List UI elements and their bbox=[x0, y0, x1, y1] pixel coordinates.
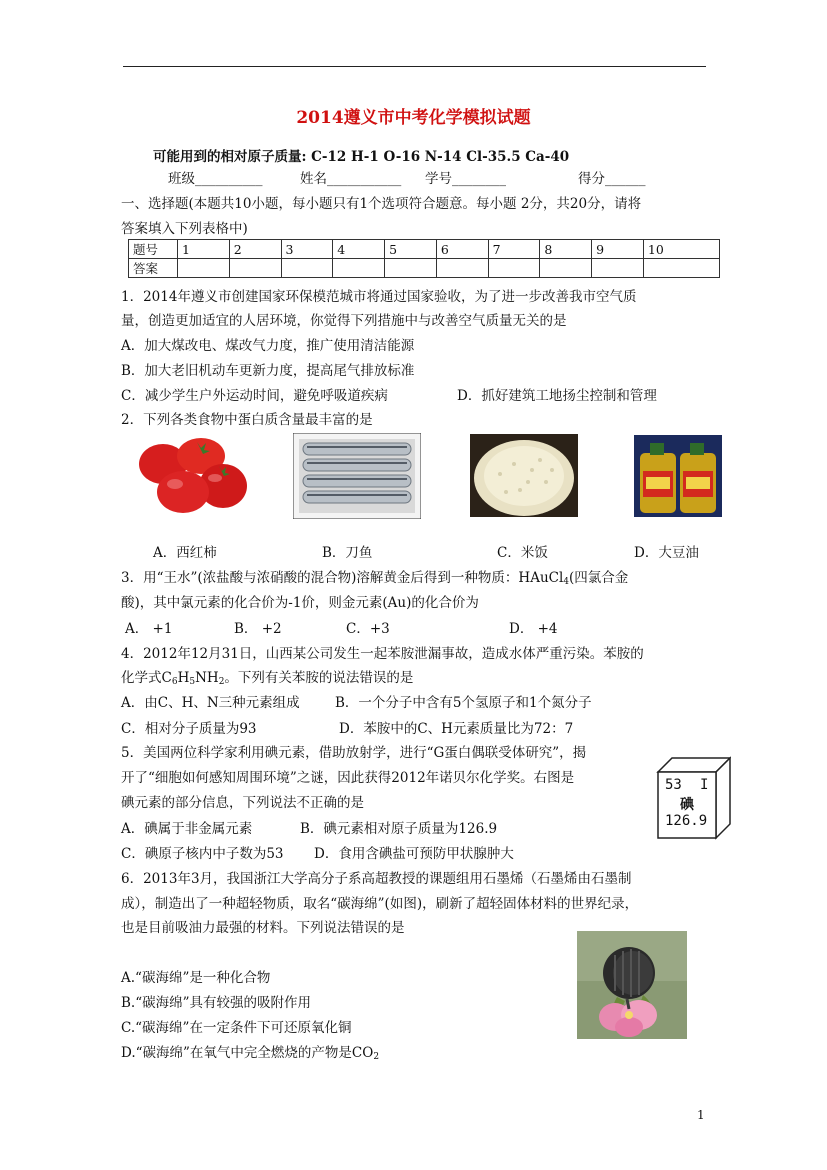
q2-option-a: A．西红柿 bbox=[153, 545, 217, 561]
table-cell: 8 bbox=[540, 240, 592, 259]
element-name: 碘 bbox=[680, 797, 694, 813]
q5-option-a: A．碘属于非金属元素 bbox=[121, 821, 253, 837]
q1-stem-line1: 1．2014年遵义市创建国家环保模范城市将通过国家验收，为了进一步改善我市空气质 bbox=[121, 289, 637, 305]
table-cell: 9 bbox=[592, 240, 644, 259]
answer-cell[interactable] bbox=[592, 259, 644, 278]
q4-stem-line1: 4．2012年12月31日，山西某公司发生一起苯胺泄漏事故，造成水体严重污染。苯胺的 bbox=[121, 646, 644, 662]
q1-stem-line2: 量，创造更加适宜的人居环境，你觉得下列措施中与改善空气质量无关的是 bbox=[121, 313, 567, 329]
table-cell: 10 bbox=[643, 240, 719, 259]
answer-cell[interactable] bbox=[540, 259, 592, 278]
table-row bbox=[129, 240, 720, 259]
q5-option-d: D．食用含碘盐可预防甲状腺肿大 bbox=[314, 846, 514, 862]
answer-cell[interactable] bbox=[178, 259, 230, 278]
q3-option-c: C．+3 bbox=[346, 621, 390, 637]
q6-option-c: C.“碳海绵”在一定条件下可还原氧化铜 bbox=[121, 1020, 352, 1036]
table-row bbox=[129, 259, 720, 278]
q6-option-d: D.“碳海绵”在氧气中完全燃烧的产物是$CO_2$ bbox=[121, 1045, 380, 1062]
q4-option-d: D．苯胺中的C、H元素质量比为72：7 bbox=[339, 721, 574, 737]
q6-option-b: B.“碳海绵”具有较强的吸附作用 bbox=[121, 995, 312, 1011]
q3-stem-line1: 3．用“王水”(浓盐酸与浓硝酸的混合物)溶解黄金后得到一种物质：HAuCl$_4$(四氯合金 bbox=[121, 570, 629, 587]
table-cell: 5 bbox=[385, 240, 437, 259]
rice-image bbox=[470, 434, 578, 517]
name-field: 姓名___________ bbox=[300, 171, 402, 187]
oil-image bbox=[634, 435, 722, 517]
section1-intro-line2: 答案填入下列表格中) bbox=[121, 221, 248, 237]
table-header-cell: 答案 bbox=[129, 259, 178, 278]
atomic-masses: 可能用到的相对原子质量: C-12 H-1 O-16 N-14 Cl-35.5 Ca-40 bbox=[153, 149, 570, 165]
q4-stem-line2: 化学式$C_6H_5NH_2$。下列有关苯胺的说法错误的是 bbox=[121, 670, 414, 687]
q5-stem-line3: 碘元素的部分信息，下列说法不正确的是 bbox=[121, 795, 364, 811]
q5-stem-line1: 5．美国两位科学家利用碘元素，借助放射学，进行“G蛋白偶联受体研究”，揭 bbox=[121, 745, 587, 761]
table-header-cell: 题号 bbox=[129, 240, 178, 259]
page-number: 1 bbox=[697, 1108, 705, 1122]
q4-option-c: C．相对分子质量为93 bbox=[121, 721, 257, 737]
q1-option-d: D．抓好建筑工地扬尘控制和管理 bbox=[457, 388, 657, 404]
answer-cell[interactable] bbox=[229, 259, 281, 278]
q2-option-d: D．大豆油 bbox=[634, 545, 699, 561]
answer-cell[interactable] bbox=[436, 259, 488, 278]
page-title: 2014遵义市中考化学模拟试题 bbox=[296, 108, 531, 128]
q2-option-c: C．米饭 bbox=[497, 545, 548, 561]
q4-option-a: A．由C、H、N三种元素组成 bbox=[121, 695, 300, 711]
element-symbol: I bbox=[700, 777, 709, 793]
table-cell: 3 bbox=[281, 240, 333, 259]
q3-option-d: D． +4 bbox=[509, 621, 558, 637]
class-field: 班级__________ bbox=[168, 171, 263, 187]
q6-stem-line1: 6．2013年3月，我国浙江大学高分子系高超教授的课题组用石墨烯（石墨烯由石墨制 bbox=[121, 871, 632, 887]
answer-cell[interactable] bbox=[385, 259, 437, 278]
q1-option-c: C．减少学生户外运动时间，避免呼吸道疾病 bbox=[121, 388, 388, 404]
table-cell: 6 bbox=[436, 240, 488, 259]
q2-option-b: B．刀鱼 bbox=[322, 545, 373, 561]
table-cell: 7 bbox=[488, 240, 540, 259]
q1-option-a: A．加大煤改电、煤改气力度，推广使用清洁能源 bbox=[121, 338, 415, 354]
q5-option-b: B．碘元素相对原子质量为126.9 bbox=[300, 821, 498, 837]
student-id-field: 学号________ bbox=[425, 171, 506, 187]
q5-stem-line2: 开了“细胞如何感知周围环境”之谜，因此获得2012年诺贝尔化学奖。右图是 bbox=[121, 770, 575, 786]
q6-stem-line2: 成），制造出了一种超轻物质，取名“碳海绵”(如图)，刷新了超轻固体材料的世界纪录， bbox=[121, 896, 639, 912]
q3-stem-line2: 酸)，其中氯元素的化合价为-1价，则金元素(Au)的化合价为 bbox=[121, 595, 479, 611]
q5-option-c: C．碘原子核内中子数为53 bbox=[121, 846, 284, 862]
answer-cell[interactable] bbox=[643, 259, 719, 278]
q1-option-b: B．加大老旧机动车更新力度，提高尾气排放标准 bbox=[121, 363, 415, 379]
table-cell: 4 bbox=[333, 240, 385, 259]
answer-cell[interactable] bbox=[333, 259, 385, 278]
q6-option-a: A.“碳海绵”是一种化合物 bbox=[121, 970, 271, 986]
q3-option-b: B． +2 bbox=[234, 621, 282, 637]
tomato-image bbox=[131, 434, 249, 516]
iodine-element-card bbox=[656, 756, 731, 840]
carbon-sponge-image bbox=[577, 931, 687, 1039]
q6-stem-line3: 也是目前吸油力最强的材料。下列说法错误的是 bbox=[121, 920, 405, 936]
fish-image bbox=[293, 433, 421, 519]
header-rule bbox=[123, 66, 706, 67]
element-mass: 126.9 bbox=[665, 813, 708, 829]
answer-table bbox=[128, 239, 720, 278]
answer-cell[interactable] bbox=[488, 259, 540, 278]
q3-option-a: A． +1 bbox=[125, 621, 173, 637]
table-cell: 2 bbox=[229, 240, 281, 259]
q2-stem: 2．下列各类食物中蛋白质含量最丰富的是 bbox=[121, 412, 373, 428]
element-number: 53 bbox=[665, 777, 682, 793]
q4-option-b: B．一个分子中含有5个氢原子和1个氮分子 bbox=[335, 695, 592, 711]
score-field: 得分______ bbox=[578, 171, 646, 187]
answer-cell[interactable] bbox=[281, 259, 333, 278]
table-cell: 1 bbox=[178, 240, 230, 259]
section1-intro-line1: 一、选择题(本题共10小题，每小题只有1个选项符合题意。每小题 2分，共20分，请将 bbox=[121, 196, 642, 212]
